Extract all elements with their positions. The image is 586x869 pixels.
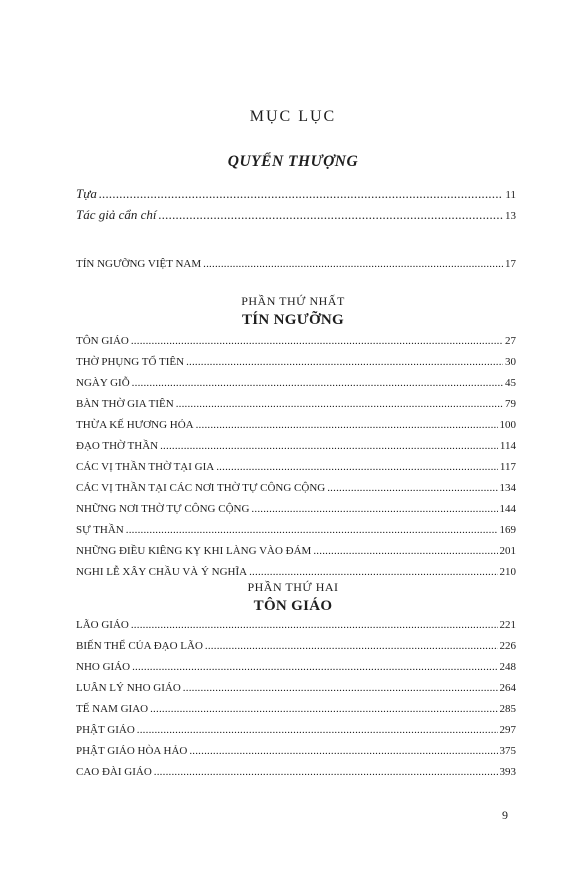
dot-leader — [251, 503, 497, 515]
toc-entry-page: 17 — [505, 258, 516, 270]
toc-entry-label: TÍN NGƯỠNG VIỆT NAM — [76, 258, 202, 270]
toc-entry — [76, 682, 516, 698]
dot-leader — [186, 356, 503, 368]
toc-entry-page: 221 — [499, 619, 516, 631]
dot-leader — [150, 703, 497, 715]
toc-entry-page: 114 — [499, 440, 516, 452]
toc-entry — [76, 356, 516, 372]
toc-entry-page: 210 — [499, 566, 516, 578]
toc-entry-page: 169 — [499, 524, 516, 536]
toc-entry-label: NGÀY GIỖ — [76, 377, 130, 389]
toc-entry — [76, 482, 516, 498]
toc-entry-label: PHẬT GIÁO HÒA HẢO — [76, 745, 188, 757]
toc-entry — [76, 461, 516, 477]
toc-entry-page: 201 — [499, 545, 516, 557]
toc-entry-page: 285 — [499, 703, 516, 715]
toc-entry-page: 13 — [505, 210, 516, 222]
toc-entry — [76, 703, 516, 719]
toc-entry-page: 79 — [505, 398, 516, 410]
toc-entry — [76, 186, 516, 204]
dot-leader — [313, 545, 497, 557]
dot-leader — [137, 724, 498, 736]
toc-entry — [76, 419, 516, 435]
dot-leader — [132, 661, 497, 673]
volume-title: QUYỂN THƯỢNG — [227, 153, 359, 170]
toc-entry-label: CAO ĐÀI GIÁO — [76, 766, 152, 778]
toc-entry-label: PHẬT GIÁO — [76, 724, 135, 736]
toc-entry-label: TÔN GIÁO — [76, 335, 129, 347]
dot-leader — [99, 186, 504, 202]
toc-entry — [76, 503, 516, 519]
dot-leader — [327, 482, 497, 494]
toc-entry-page: 297 — [499, 724, 516, 736]
dot-leader — [205, 640, 498, 652]
toc-entry-page: 393 — [499, 766, 516, 778]
toc-entry-label: Tựa — [76, 186, 97, 201]
toc-entry-page: 100 — [499, 419, 516, 431]
toc-entry — [76, 398, 516, 414]
toc-entry-page: 27 — [505, 335, 516, 347]
part-name: TÍN NGƯỠNG — [241, 312, 345, 328]
dot-leader — [216, 461, 498, 473]
toc-entry-label: LÃO GIÁO — [76, 619, 129, 631]
toc-entry-label: Tác giả cẩn chí — [76, 207, 157, 222]
part-heading: PHẦN THỨ NHẤT — [241, 294, 345, 308]
toc-entry-label: CÁC VỊ THẦN THỜ TẠI GIA — [76, 461, 215, 473]
toc-entry-page: 264 — [499, 682, 516, 694]
toc-entry — [76, 335, 516, 351]
toc-entry-page: 248 — [499, 661, 516, 673]
toc-entry-page: 11 — [505, 189, 516, 201]
dot-leader — [189, 745, 497, 757]
toc-entry-label: NGHI LỄ XÂY CHẦU VÀ Ý NGHĨA — [76, 566, 248, 578]
toc-entry-label: LUÂN LÝ NHO GIÁO — [76, 682, 181, 694]
toc-entry — [76, 377, 516, 393]
toc-entry-label: SỰ THẦN — [76, 524, 124, 536]
toc-entry-page: 30 — [505, 356, 516, 368]
toc-entry — [76, 661, 516, 677]
dot-leader — [196, 419, 498, 431]
toc-entry-label: NHO GIÁO — [76, 661, 131, 673]
dot-leader — [154, 766, 498, 778]
dot-leader — [126, 524, 498, 536]
dot-leader — [176, 398, 503, 410]
toc-entry-page: 144 — [499, 503, 516, 515]
toc-entry-label: BÀN THỜ GIA TIÊN — [76, 398, 174, 410]
page-number: 9 — [502, 808, 508, 822]
toc-entry — [76, 640, 516, 656]
toc-entry — [76, 724, 516, 740]
toc-entry — [76, 766, 516, 782]
toc-entry — [76, 207, 516, 225]
toc-entry-label: ĐẠO THỜ THẦN — [76, 440, 159, 452]
toc-entry-page: 226 — [499, 640, 516, 652]
toc-entry-label: THỪA KẾ HƯƠNG HỎA — [76, 419, 194, 431]
dot-leader — [160, 440, 498, 452]
toc-entry-page: 117 — [499, 461, 516, 473]
page-title: MỤC LỤC — [249, 108, 337, 125]
toc-entry — [76, 545, 516, 561]
toc-entry — [76, 619, 516, 635]
toc-entry-page: 134 — [499, 482, 516, 494]
toc-entry-label: NHỮNG NƠI THỜ TỰ CÔNG CỘNG — [76, 503, 250, 515]
dot-leader — [249, 566, 497, 578]
dot-leader — [131, 335, 503, 347]
dot-leader — [132, 377, 503, 389]
toc-entry — [76, 524, 516, 540]
dot-leader — [159, 207, 503, 223]
toc-entry — [76, 745, 516, 761]
toc-entry-label: BIẾN THỂ CỦA ĐẠO LÃO — [76, 640, 203, 652]
part-name: TÔN GIÁO — [253, 598, 333, 614]
toc-entry-page: 375 — [499, 745, 516, 757]
toc-entry-label: CÁC VỊ THẦN TẠI CÁC NƠI THỜ TỰ CÔNG CỘNG — [76, 482, 326, 494]
toc-entry-label: NHỮNG ĐIỀU KIÊNG KỴ KHI LÀNG VÀO ĐÁM — [76, 545, 312, 557]
toc-entry — [76, 258, 516, 274]
toc-entry-page: 45 — [505, 377, 516, 389]
toc-entry-label: TẾ NAM GIAO — [76, 703, 149, 715]
part-heading: PHẦN THỨ HAI — [247, 580, 339, 594]
dot-leader — [203, 258, 503, 270]
toc-entry-label: THỜ PHỤNG TỔ TIÊN — [76, 356, 185, 368]
toc-entry — [76, 440, 516, 456]
dot-leader — [131, 619, 498, 631]
dot-leader — [183, 682, 498, 694]
